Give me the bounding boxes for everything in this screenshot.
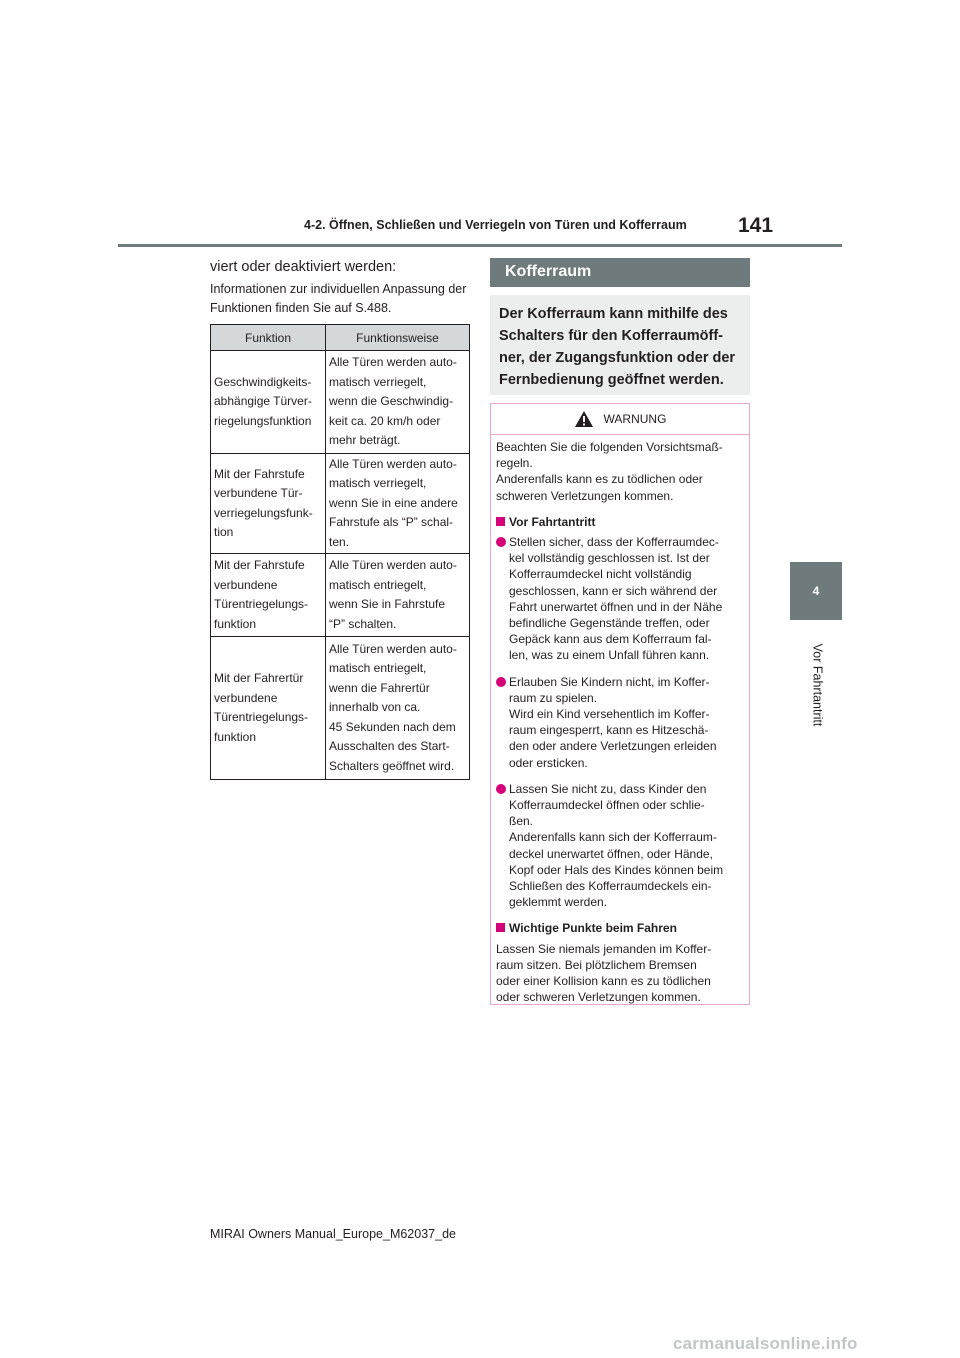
section-title: Kofferraum [505,263,592,280]
function-cell [211,351,326,454]
operation-text: Alle Türen werden auto- matisch entriegelt, wenn die Fahrertür innerhalb von ca. 45 Sekunden nach dem Ausschalten des Start- Schalters geöffnet wird. [329,641,457,773]
operation-cell [326,454,470,554]
page-number: 141 [738,214,774,237]
table-row [211,554,470,637]
list-item [496,674,744,771]
warning-subheading [496,920,744,936]
function-text: Geschwindigkeits- abhängige Türver- riegelungsfunktion [214,374,312,428]
operation-text: Alle Türen werden auto- matisch verriegelt, wenn Sie in eine andere Fahrstufe als “P” schal- ten. [329,456,458,549]
door-lock-function-table [210,324,470,780]
chapter-tab [790,562,842,620]
table-row [211,454,470,554]
operation-cell [326,351,470,454]
warning-subheading [496,514,744,530]
continued-text: viert oder deaktiviert werden: [210,259,397,275]
function-text: Mit der Fahrstufe verbundene Tür- verriegelungsfunk- tion [214,466,313,539]
warning-subheading-text: Vor Fahrtantritt [509,514,596,529]
warning-box [490,403,750,1005]
square-bullet-icon [496,517,505,526]
warning-triangle-icon [574,410,594,428]
site-watermark: carmanualsonline.info [673,1334,858,1353]
warning-subheading-text: Wichtige Punkte beim Fahren [509,921,677,936]
section-title-bar [490,258,750,287]
function-text: Mit der Fahrstufe verbundene Türentriegelungs- funktion [214,558,309,631]
circle-bullet-icon [496,784,506,794]
function-text: Mit der Fahrertür verbundene Türentriegelungs- funktion [214,671,309,744]
operation-text: Alle Türen werden auto- matisch entriegelt, wenn Sie in Fahrstufe “P” schalten. [329,558,457,631]
column-header-function: Funktion [211,325,326,351]
manual-footer: MIRAI Owners Manual_Europe_M62037_de [210,1227,456,1241]
list-item [496,534,744,664]
list-item-text: Erlauben Sie Kindern nicht, im Koffer- raum zu spielen. Wird ein Kind versehentlich im Koffer- raum eingesperrt, kann es Hitzeschä- den oder andere Verletzungen erleiden oder ersticken. [509,674,717,770]
list-item [496,781,744,911]
list-item-text: Stellen sicher, dass der Kofferraumdec- kel vollständig geschlossen ist. Ist der Kofferraumdeckel nicht vollständig geschlossen, kann er sich während der Fahrt unerwartet öffnen und in der Nähe befindliche Gegenstände treffen, oder Gepäck kann aus dem Kofferraum fal- len, was zu einem Unfall führen kann. [509,535,723,663]
circle-bullet-icon [496,537,506,547]
warning-intro: Beachten Sie die folgenden Vorsichtsmaß- regeln. Anderenfalls kann es zu tödlichen oder schweren Verletzungen kommen. [496,440,723,503]
circle-bullet-icon [496,677,506,687]
operation-cell [326,554,470,637]
chapter-side-label [780,630,854,740]
function-cell [211,637,326,780]
chapter-side-label-text: Vor Fahrtantritt [810,643,824,727]
table-row [211,637,470,780]
table-row [211,351,470,454]
customization-info: Informationen zur individuellen Anpassung der Funktionen finden Sie auf S.488. [210,282,467,315]
chapter-header-title: 4-2. Öffnen, Schließen und Verriegeln von Türen und Kofferraum [304,218,687,232]
square-bullet-icon [496,923,505,932]
table-header-row [211,325,470,351]
header-divider [118,244,842,247]
section-lead-text: Der Kofferraum kann mithilfe des Schalters für den Kofferraumöff-ner, der Zugangsfunktion oder der Fernbedienung geöffnet werden. [499,306,736,388]
warning-body [491,435,749,1006]
section-lead-box [490,295,750,395]
operation-text: Alle Türen werden auto- matisch verriegelt, wenn die Geschwindig- keit ca. 20 km/h oder mehr beträgt. [329,355,457,448]
list-item-text: Lassen Sie nicht zu, dass Kinder den Kofferraumdeckel öffnen oder schlie- ßen. Anderenfalls kann sich der Kofferraum- deckel unerwartet öffnen, oder Hände, Kopf oder Hals des Kindes können beim Schließen des Kofferraumdeckels ein- geklemmt werden. [509,781,724,910]
warning-label: WARNUNG [603,412,667,426]
warning-paragraph: Lassen Sie niemals jemanden im Koffer- raum sitzen. Bei plötzlichem Bremsen oder einer Kollision kann es zu tödlichen oder schweren Verletzungen kommen. [496,941,712,1005]
chapter-tab-number: 4 [812,584,820,598]
operation-cell [326,637,470,780]
function-cell [211,554,326,637]
function-cell [211,454,326,554]
warning-header [491,404,749,435]
column-header-operation: Funktionsweise [326,325,470,351]
